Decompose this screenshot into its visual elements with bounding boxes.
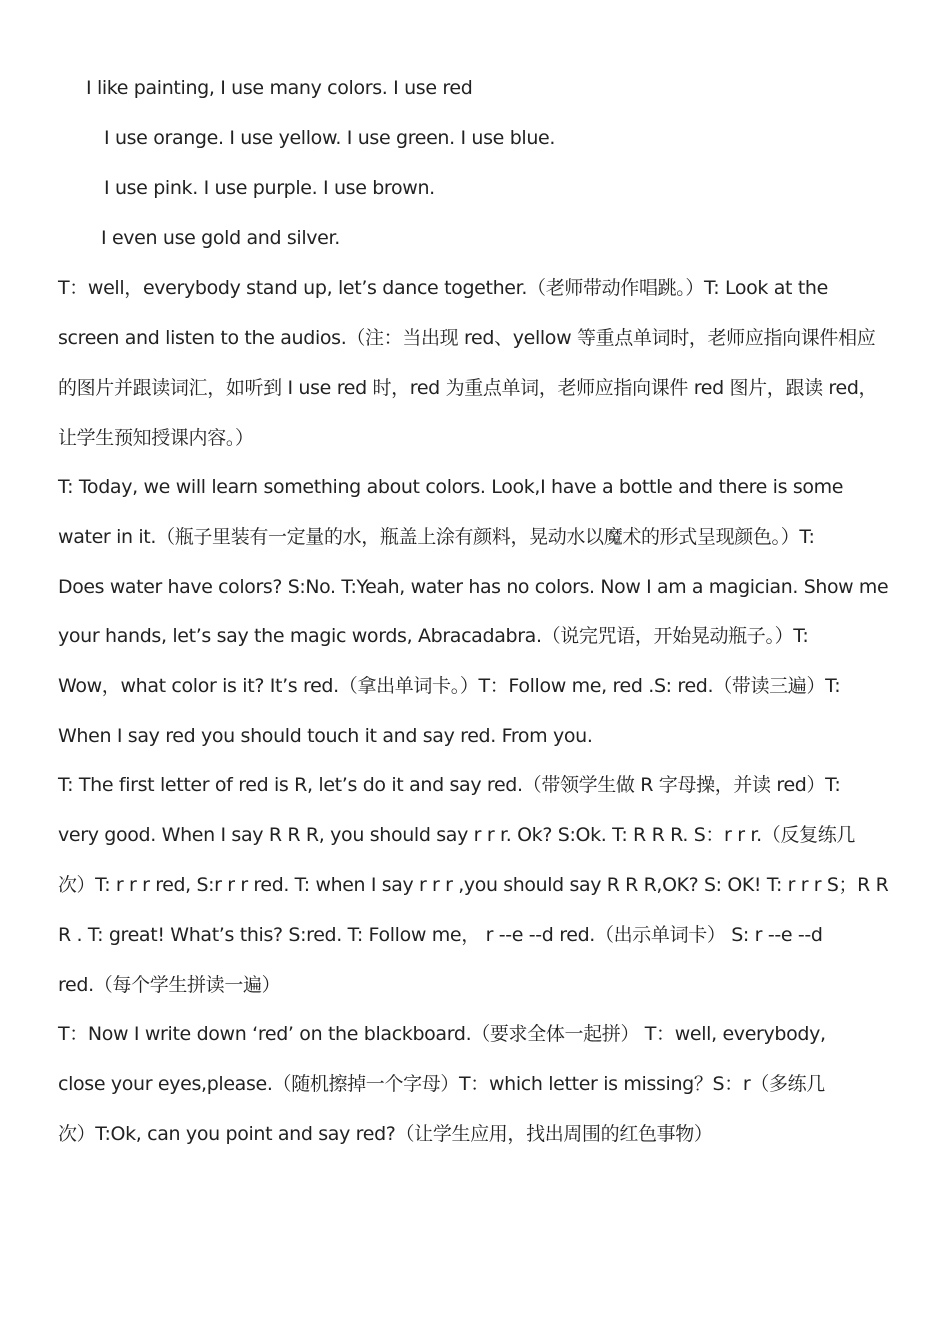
song-line: I use orange. I use yellow. I use green. I use blue.	[104, 127, 556, 149]
paragraph-line: T: The first letter of red is R, let’s do it and say red.（带领学生做 R 字母操，并读 red）T:	[58, 774, 841, 796]
paragraph-line: screen and listen to the audios.（注：当出现 red、yellow 等重点单词时，老师应指向课件相应	[58, 327, 876, 349]
paragraph-line: 次）T:Ok, can you point and say red?（让学生应用，找出周围的红色事物）	[58, 1123, 713, 1145]
paragraph-line: T：Now I write down ‘red’ on the blackboard.（要求全体一起拼） T：well, everybody,	[58, 1023, 826, 1045]
song-line: I like painting, I use many colors. I use red	[86, 77, 473, 99]
paragraph-line: R . T: great! What’s this? S:red. T: Follow me， r --e --d red.（出示单词卡） S: r --e --d	[58, 924, 823, 946]
paragraph-line: your hands, let’s say the magic words, Abracadabra.（说完咒语，开始晃动瓶子。）T:	[58, 625, 809, 647]
paragraph-line: close your eyes,please.（随机擦掉一个字母）T：which letter is missing？S：r（多练几	[58, 1073, 825, 1095]
paragraph-line: T: Today, we will learn something about colors. Look,I have a bottle and there is some	[58, 476, 844, 498]
paragraph-line: Wow，what color is it? It’s red.（拿出单词卡。）T：Follow me, red .S: red.（带读三遍）T:	[58, 675, 841, 697]
paragraph-line: Does water have colors? S:No. T:Yeah, water has no colors. Now I am a magician. Show me	[58, 576, 889, 598]
song-line: I use pink. I use purple. I use brown.	[104, 177, 435, 199]
paragraph-line: T：well，everybody stand up, let’s dance together.（老师带动作唱跳。）T: Look at the	[58, 277, 828, 299]
song-line: I even use gold and silver.	[101, 227, 340, 249]
paragraph-line: 次）T: r r r red, S:r r r red. T: when I say r r r ,you should say R R R,OK? S: OK! T: r r r S；R R	[58, 874, 889, 896]
paragraph-line: When I say red you should touch it and say red. From you.	[58, 725, 593, 747]
paragraph-line: very good. When I say R R R, you should say r r r. Ok? S:Ok. T: R R R. S：r r r.（反复练几	[58, 824, 856, 846]
paragraph-line: 的图片并跟读词汇，如听到 I use red 时，red 为重点单词，老师应指向课件 red 图片，跟读 red，	[58, 377, 878, 399]
paragraph-line: water in it.（瓶子里装有一定量的水，瓶盖上涂有颜料，晃动水以魔术的形式呈现颜色。）T:	[58, 526, 815, 548]
paragraph-line: red.（每个学生拼读一遍）	[58, 974, 281, 996]
paragraph-line: 让学生预知授课内容。）	[58, 427, 254, 449]
